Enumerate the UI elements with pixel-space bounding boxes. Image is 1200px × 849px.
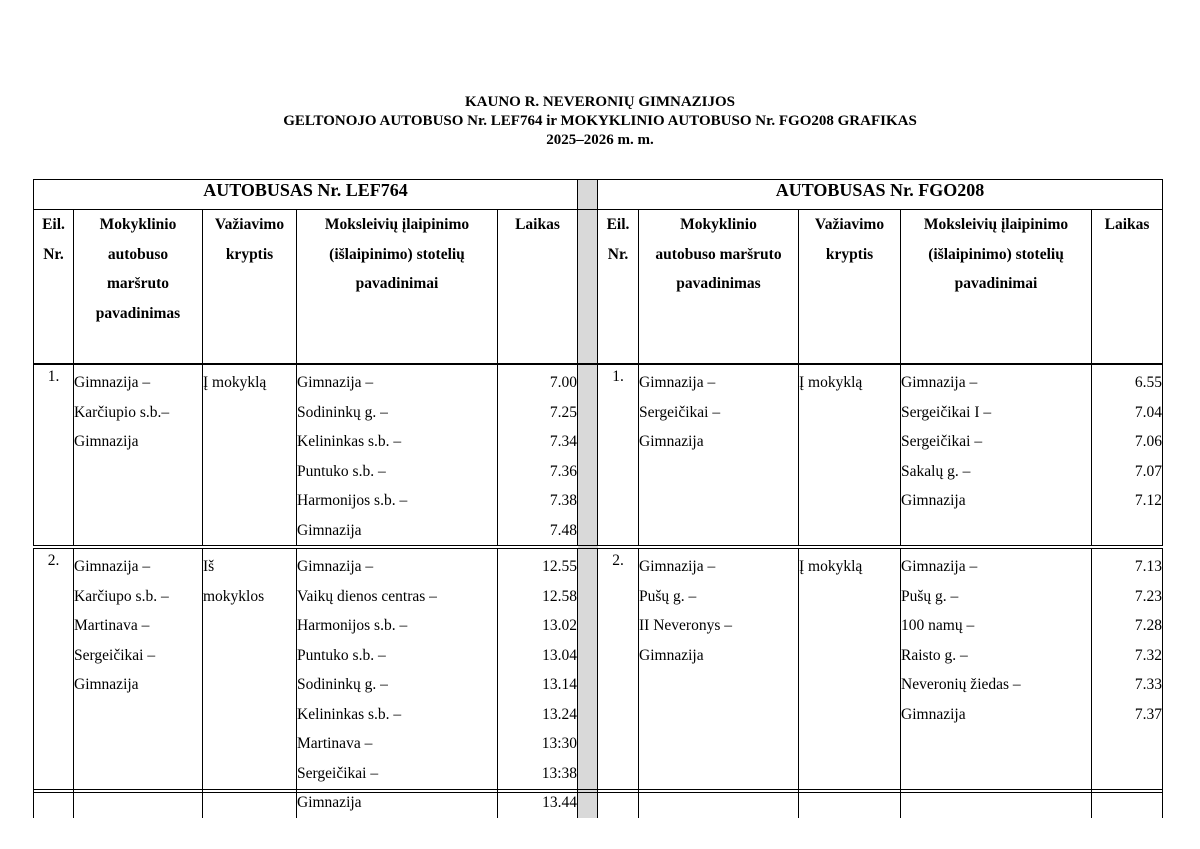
cell-line: 13.44 (542, 794, 578, 811)
cell-line: pavadinimas (676, 275, 761, 292)
cell-line: 7.33 (1134, 676, 1163, 693)
stops-list (901, 547, 1092, 818)
col-header-time (498, 210, 578, 365)
cell-line: Sergeičikai – (297, 764, 379, 782)
column-separator (578, 547, 598, 818)
cell-line: 7.06 (1134, 433, 1163, 450)
col-header-stops (297, 210, 498, 365)
cell-line: Sergeičikai I – (901, 403, 992, 421)
cell-line: Kelininkas s.b. – (297, 705, 402, 723)
cell-line: Sodininkų g. – (297, 676, 388, 693)
direction (799, 364, 901, 547)
direction (203, 547, 297, 818)
cell-line: Gimnazija – (297, 558, 374, 575)
cell-line: pavadinimai (954, 275, 1038, 292)
cell-line: Moksleivių įlaipinimo (923, 216, 1069, 233)
cell-line: Gimnazija – (901, 558, 978, 575)
cell-line: Gimnazija – (639, 374, 716, 391)
cell-line: 7.13 (1134, 558, 1163, 575)
cell-line: Gimnazija (74, 676, 139, 693)
row-number: 2. (34, 547, 74, 818)
cell-line: Nr. (607, 245, 629, 263)
times-list (498, 364, 578, 547)
cell-line: Martinava – (297, 735, 373, 752)
cell-line: Sergeičikai – (74, 646, 156, 664)
cell-line: Pušų g. – (639, 587, 697, 605)
cell-line: Mokyklinio (680, 216, 757, 233)
cell-line: 13.24 (542, 705, 578, 723)
bus-fgo208-title: AUTOBUSAS Nr. FGO208 (598, 180, 1163, 210)
cell-line: 7.23 (1134, 587, 1163, 605)
cell-line: Eil. (606, 216, 630, 233)
cell-line: Puntuko s.b. – (297, 646, 386, 664)
cell-line: Harmonijos s.b. – (297, 617, 408, 634)
cell-line: Sakalų g. – (901, 462, 971, 480)
cell-line: Sergeičikai – (639, 403, 721, 421)
cell-line: kryptis (225, 245, 274, 263)
cell-line: Neveronių žiedas – (901, 676, 1021, 693)
cell-line: Karčiupo s.b. – (74, 587, 169, 605)
cell-line: 7.36 (549, 462, 578, 480)
cell-line: Gimnazija – (74, 374, 151, 391)
cell-line: (išlaipinimo) stotelių (329, 245, 465, 263)
schedule-title: GELTONOJO AUTOBUSO Nr. LEF764 ir MOKYKLINIO AUTOBUSO Nr. FGO208 GRAFIKAS (283, 113, 917, 129)
row-number: 2. (598, 547, 639, 818)
cell-line: autobuso maršruto (655, 245, 782, 263)
school-title: KAUNO R. NEVERONIŲ GIMNAZIJOS (464, 94, 736, 110)
column-separator (578, 180, 598, 210)
cell-line: Harmonijos s.b. – (297, 492, 408, 509)
cell-line: Gimnazija – (74, 558, 151, 575)
route-name (74, 364, 203, 547)
cell-line: Gimnazija (639, 646, 704, 664)
route-name (639, 364, 799, 547)
cell-line: 100 namų – (901, 617, 975, 634)
table-row (34, 547, 1163, 818)
cell-line: Sodininkų g. – (297, 403, 388, 421)
cell-line: 7.12 (1134, 492, 1163, 509)
cell-line: 7.07 (1134, 462, 1163, 480)
cell-line: (išlaipinimo) stotelių (928, 245, 1064, 263)
cell-line: Į mokyklą (203, 374, 267, 391)
cell-line: Gimnazija (74, 433, 139, 450)
times-list (498, 547, 578, 818)
cell-line: Laikas (1104, 216, 1150, 233)
cell-line: 7.37 (1134, 705, 1163, 723)
cell-line: 7.32 (1134, 646, 1163, 664)
col-header-time (1092, 210, 1163, 365)
cell-line: Važiavimo (814, 216, 885, 233)
cell-line: Nr. (43, 245, 64, 263)
cell-line: 13:30 (541, 735, 578, 752)
cell-line: Puntuko s.b. – (297, 462, 386, 480)
cell-line: Karčiupio s.b.– (74, 403, 170, 421)
table-bottom-rule (33, 789, 1162, 793)
cell-line: 7.48 (549, 521, 578, 539)
cell-line: Gimnazija – (901, 374, 978, 391)
cell-line: 12.58 (542, 587, 578, 605)
cell-line: Gimnazija – (639, 558, 716, 575)
route-name (639, 547, 799, 818)
cell-line: Gimnazija (297, 794, 362, 811)
cell-line: Kelininkas s.b. – (297, 433, 402, 450)
cell-line: Laikas (515, 216, 560, 233)
col-header-direction (799, 210, 901, 365)
direction (799, 547, 901, 818)
cell-line: 7.04 (1134, 403, 1163, 421)
cell-line: 7.34 (549, 433, 578, 450)
cell-line: Iš (203, 558, 215, 575)
cell-line: pavadinimai (355, 275, 439, 292)
cell-line: 7.38 (549, 492, 578, 509)
column-separator (578, 364, 598, 547)
row-number: 1. (34, 364, 74, 547)
cell-line: Moksleivių įlaipinimo (324, 216, 470, 233)
col-header-direction (203, 210, 297, 365)
cell-line: Gimnazija (901, 492, 966, 509)
cell-line: 7.28 (1134, 617, 1163, 634)
cell-line: Į mokyklą (799, 374, 863, 391)
cell-line: mokyklos (203, 587, 265, 605)
cell-line: Raisto g. – (901, 646, 968, 664)
cell-line: 12.55 (542, 558, 578, 575)
cell-line: Vaikų dienos centras – (297, 587, 437, 605)
cell-line: II Neveronys – (639, 617, 732, 634)
cell-line: Gimnazija – (297, 374, 374, 391)
stops-list (297, 547, 498, 818)
cell-line: Gimnazija (901, 705, 966, 723)
direction (203, 364, 297, 547)
school-year: 2025–2026 m. m. (546, 132, 654, 148)
cell-line: 13:38 (541, 764, 578, 782)
cell-line: Gimnazija (297, 521, 362, 539)
cell-line: Sergeičikai – (901, 433, 983, 450)
cell-line: 13.04 (542, 646, 578, 664)
cell-line: Važiavimo (214, 216, 285, 233)
document-header (0, 93, 1200, 150)
cell-line: Martinava – (74, 617, 150, 634)
column-separator (578, 210, 598, 365)
cell-line: autobuso (107, 245, 169, 263)
cell-line: Į mokyklą (799, 558, 863, 575)
cell-line: kryptis (825, 245, 874, 263)
cell-line: pavadinimas (95, 304, 181, 322)
times-list (1092, 364, 1163, 547)
stops-list (901, 364, 1092, 547)
stops-list (297, 364, 498, 547)
cell-line: 7.25 (549, 403, 578, 421)
cell-line: Pušų g. – (901, 587, 959, 605)
col-header-no (34, 210, 74, 365)
col-header-route (639, 210, 799, 365)
cell-line: 6.55 (1134, 374, 1163, 391)
col-header-stops (901, 210, 1092, 365)
row-number: 1. (598, 364, 639, 547)
cell-line: Gimnazija (639, 433, 704, 450)
times-list (1092, 547, 1163, 818)
cell-line: 13.02 (542, 617, 578, 634)
bus-lef764-title: AUTOBUSAS Nr. LEF764 (34, 180, 578, 210)
cell-line: maršruto (107, 275, 169, 292)
col-header-route (74, 210, 203, 365)
cell-line: Eil. (42, 216, 65, 233)
bus-schedule-table (33, 179, 1163, 818)
route-name (74, 547, 203, 818)
cell-line: 13.14 (542, 676, 578, 693)
cell-line: Mokyklinio (99, 216, 177, 233)
cell-line: 7.00 (549, 374, 578, 391)
table-row (34, 364, 1163, 547)
col-header-no (598, 210, 639, 365)
